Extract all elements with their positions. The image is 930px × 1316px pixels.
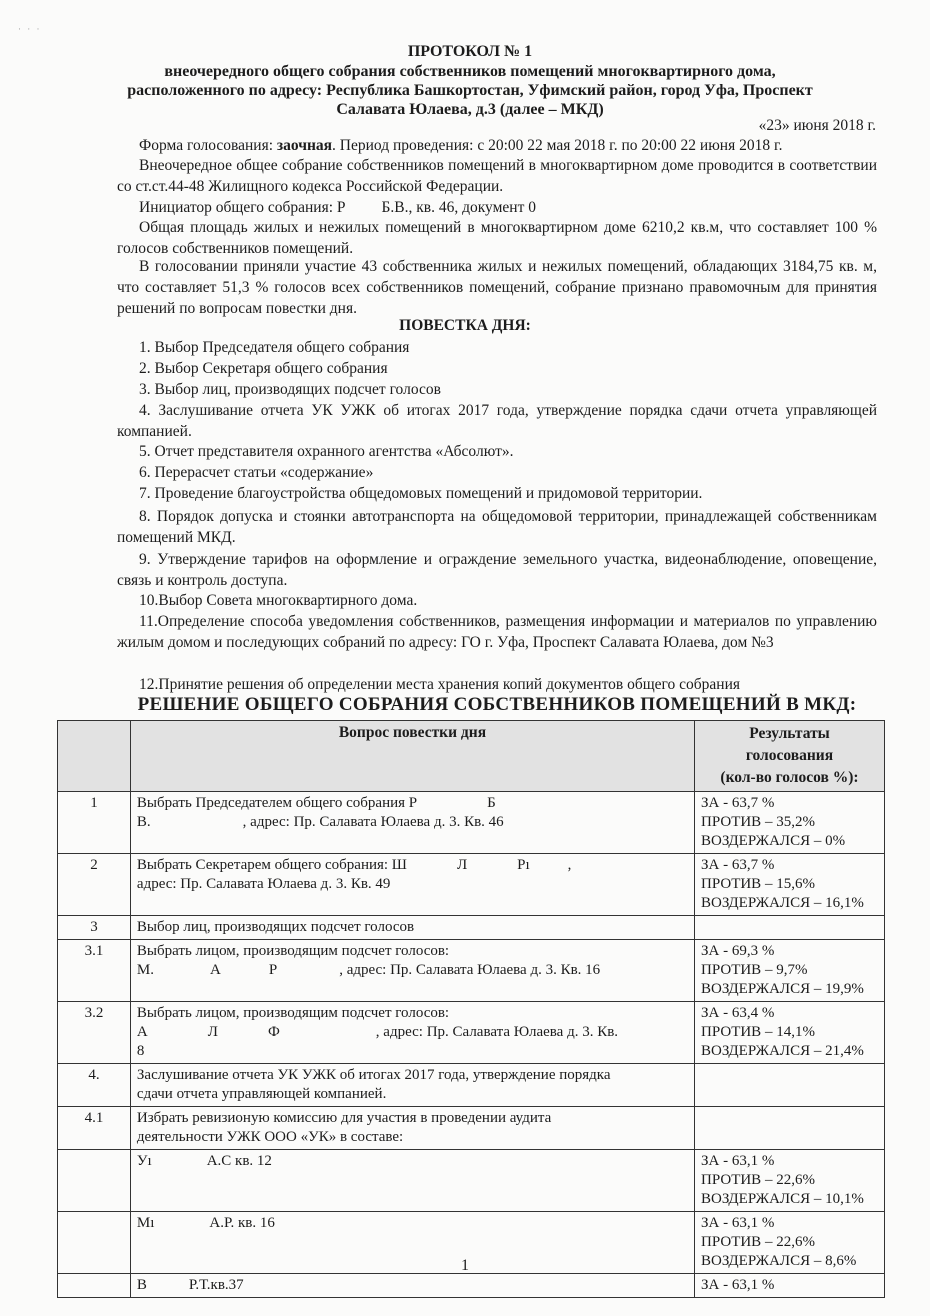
agenda-item-12: 12.Принятие решения об определении места хранения копий документов общего собрания — [139, 676, 740, 693]
row-question — [130, 1150, 694, 1212]
question-text: Избрать ревизионую комиссию для участия в проведении аудита — [136, 1110, 552, 1126]
question-text-part: сдачи отчета управляющей компанией. — [136, 1086, 387, 1102]
initiator-label: Инициатор общего собрания: Р — [139, 199, 346, 216]
row-question — [130, 1274, 694, 1298]
row-results — [695, 854, 885, 916]
row-results — [695, 1150, 885, 1212]
protocol-subtitle-line-3: Салавата Юлаева, д.3 (далее – МКД) — [336, 101, 604, 118]
voting-period: . Период проведения: с 20:00 22 мая 2018 г. по 20:00 22 июня 2018 г. — [332, 137, 783, 154]
result-against: ПРОТИВ – 15,6% — [701, 876, 815, 892]
question-address: , адрес: Пр. Салавата Юлаева д. 3. Кв. 46 — [242, 814, 504, 830]
voting-form-line — [117, 135, 877, 156]
member-name: В — [136, 1277, 147, 1293]
row-results — [695, 1002, 885, 1064]
row-number: 4.1 — [58, 1107, 131, 1150]
agenda-item-11: 11.Определение способа уведомления собственников, размещения информации и материалов по управлению жилым домом и последующих собраний по адресу: ГО г. Уфа, Проспект Салавата Юлаева, дом №3 — [117, 613, 877, 651]
member-name: Мı — [136, 1215, 155, 1231]
table-row — [58, 916, 885, 940]
table-row — [58, 1274, 885, 1298]
agenda-item-2: 2. Выбор Секретаря общего собрания — [139, 360, 388, 377]
protocol-title: ПРОТОКОЛ № 1 — [407, 43, 533, 60]
question-text-part: Л — [456, 857, 468, 873]
table-row — [58, 1002, 885, 1064]
question-text-part: М. — [136, 962, 154, 978]
row-question: Выбор лиц, производящих подсчет голосов — [130, 916, 694, 940]
agenda-item-10: 10.Выбор Совета многоквартирного дома. — [139, 592, 418, 609]
result-against: ПРОТИВ – 22,6% — [701, 1234, 815, 1250]
column-header-question: Вопрос повестки дня — [130, 721, 694, 792]
question-text-part: Рı — [517, 857, 530, 873]
agenda-item-9: 9. Утверждение тарифов на оформление и ограждение земельного участка, видеонаблюдение, оповещение, связь и контроль доступа. — [117, 551, 877, 589]
result-against: ПРОТИВ – 14,1% — [701, 1024, 815, 1040]
row-number: 3.1 — [58, 940, 131, 1002]
row-number: 4. — [58, 1064, 131, 1107]
result-for: ЗА - 63,4 % — [701, 1005, 775, 1021]
voting-form-value: заочная — [276, 137, 333, 154]
agenda-item-4: 4. Заслушивание отчета УК УЖК об итогах 2017 года, утверждение порядка сдачи отчета управляющей компанией. — [117, 402, 877, 440]
result-abstain: ВОЗДЕРЖАЛСЯ – 16,1% — [701, 895, 864, 911]
member-name: Уı — [136, 1153, 152, 1169]
row-question — [130, 940, 694, 1002]
agenda-item-1: 1. Выбор Председателя общего собрания — [139, 339, 410, 356]
result-abstain: ВОЗДЕРЖАЛСЯ – 0% — [701, 833, 846, 849]
intro-paragraph-quorum: В голосовании приняли участие 43 собственника жилых и нежилых помещений, обладающих 3184,75 кв. м, что составляет 51,3 % голосов всех собственников помещений, собрание признано правомочным для принятия решений по вопросам повестки дня. — [117, 258, 877, 317]
row-number: 3.2 — [58, 1002, 131, 1064]
question-address: адрес: Пр. Салавата Юлаева д. 3. Кв. 49 — [136, 876, 391, 892]
question-text: Заслушивание отчета УК УЖК об итогах 2017 года, утверждение порядка — [136, 1067, 611, 1083]
page-number: 1 — [461, 1257, 469, 1274]
table-row — [58, 854, 885, 916]
column-header-results — [695, 721, 885, 792]
question-text-part: Р — [268, 962, 278, 978]
question-text: Выбрать лицом, производящим подсчет голосов: — [136, 1005, 450, 1021]
question-text-part: Ф — [267, 1024, 280, 1040]
intro-paragraph-legal: Внеочередное общее собрание собственников помещений в многоквартирном доме проводится в соответствии со ст.ст.44-48 Жилищного кодекса Российской Федерации. — [117, 157, 877, 195]
question-text-part: , — [567, 857, 572, 873]
result-abstain: ВОЗДЕРЖАЛСЯ – 19,9% — [701, 981, 864, 997]
question-address: , адрес: Пр. Салавата Юлаева д. 3. Кв. 16 — [339, 962, 601, 978]
protocol-date: «23» июня 2018 г. — [758, 117, 876, 134]
column-header-number — [58, 721, 131, 792]
agenda-heading: ПОВЕСТКА ДНЯ: — [399, 317, 531, 334]
agenda-item-3: 3. Выбор лиц, производящих подсчет голосов — [139, 381, 441, 398]
protocol-subtitle-line-2: расположенного по адресу: Республика Башкортостан, Уфимский район, город Уфа, Проспект — [127, 82, 813, 99]
member-apartment: А.Р. кв. 16 — [209, 1215, 275, 1231]
question-text-part: 8 — [136, 1043, 145, 1059]
question-text-part: А — [210, 962, 221, 978]
row-question — [130, 854, 694, 916]
result-abstain: ВОЗДЕРЖАЛСЯ – 10,1% — [701, 1191, 864, 1207]
agenda-item-5: 5. Отчет представителя охранного агентства «Абсолют». — [139, 443, 514, 460]
agenda-item-7: 7. Проведение благоустройства общедомовых помещений и придомовой территории. — [139, 485, 703, 502]
result-abstain: ВОЗДЕРЖАЛСЯ – 21,4% — [701, 1043, 864, 1059]
result-abstain: ВОЗДЕРЖАЛСЯ – 8,6% — [701, 1253, 857, 1269]
row-question — [130, 1002, 694, 1064]
result-for: ЗА - 63,1 % — [701, 1277, 775, 1293]
result-against: ПРОТИВ – 35,2% — [701, 814, 815, 830]
row-results — [695, 792, 885, 854]
row-results — [695, 940, 885, 1002]
table-row — [58, 1064, 885, 1107]
result-for: ЗА - 63,7 % — [701, 795, 775, 811]
row-number — [58, 1150, 131, 1212]
table-header-row — [58, 721, 885, 792]
question-text: Выбрать лицом, производящим подсчет голосов: — [136, 943, 450, 959]
result-against: ПРОТИВ – 9,7% — [701, 962, 808, 978]
voting-form-label: Форма голосования: — [139, 137, 277, 154]
results-header-line-1: Результаты — [749, 725, 830, 742]
question-text-part: деятельности УЖК ООО «УК» в составе: — [136, 1129, 404, 1145]
protocol-subtitle-line-1: внеочередного общего собрания собственников помещений многоквартирного дома, — [164, 63, 776, 80]
row-number: 1 — [58, 792, 131, 854]
result-for: ЗА - 63,1 % — [701, 1215, 775, 1231]
table-row — [58, 940, 885, 1002]
row-number: 3 — [58, 916, 131, 940]
results-header-line-3: (кол-во голосов %): — [720, 769, 859, 786]
question-text-part: Л — [207, 1024, 218, 1040]
row-results — [695, 1274, 885, 1298]
row-question — [130, 1064, 694, 1107]
table-row — [58, 1107, 885, 1150]
table-row — [58, 792, 885, 854]
question-text-part: А — [136, 1024, 148, 1040]
question-address: , адрес: Пр. Салавата Юлаева д. 3. Кв. — [375, 1024, 619, 1040]
result-for: ЗА - 63,1 % — [701, 1153, 775, 1169]
scan-artifact: · · · — [18, 24, 42, 34]
results-header-line-2: голосования — [745, 747, 834, 764]
row-question — [130, 1107, 694, 1150]
question-text-part: Б — [487, 795, 496, 811]
result-for: ЗА - 63,7 % — [701, 857, 775, 873]
member-apartment: Р.Т.кв.37 — [188, 1277, 244, 1293]
decision-table — [57, 720, 885, 1298]
intro-paragraph-area: Общая площадь жилых и нежилых помещений в многоквартирном доме 6210,2 кв.м, что составляет 100 % голосов собственников помещений. — [117, 219, 877, 257]
question-text-part: В. — [136, 814, 151, 830]
decision-heading: РЕШЕНИЕ ОБЩЕГО СОБРАНИЯ СОБСТВЕННИКОВ ПОМЕЩЕНИЙ В МКД: — [137, 694, 857, 715]
row-results — [695, 916, 885, 940]
row-results — [695, 1064, 885, 1107]
member-apartment: А.С кв. 12 — [206, 1153, 272, 1169]
result-for: ЗА - 69,3 % — [701, 943, 775, 959]
row-number: 2 — [58, 854, 131, 916]
table-row — [58, 1150, 885, 1212]
row-question — [130, 792, 694, 854]
result-against: ПРОТИВ – 22,6% — [701, 1172, 815, 1188]
agenda-item-8: 8. Порядок допуска и стоянки автотранспорта на общедомовой территории, принадлежащей собственникам помещений МКД. — [117, 508, 877, 546]
initiator-line — [117, 197, 877, 218]
initiator-details: Б.В., кв. 46, документ 0 — [381, 199, 536, 216]
question-text: Выбрать Секретарем общего собрания: Ш — [136, 857, 407, 873]
row-number — [58, 1274, 131, 1298]
row-results — [695, 1107, 885, 1150]
question-text: Выбрать Председателем общего собрания Р — [136, 795, 418, 811]
agenda-item-6: 6. Перерасчет статьи «содержание» — [139, 464, 374, 481]
